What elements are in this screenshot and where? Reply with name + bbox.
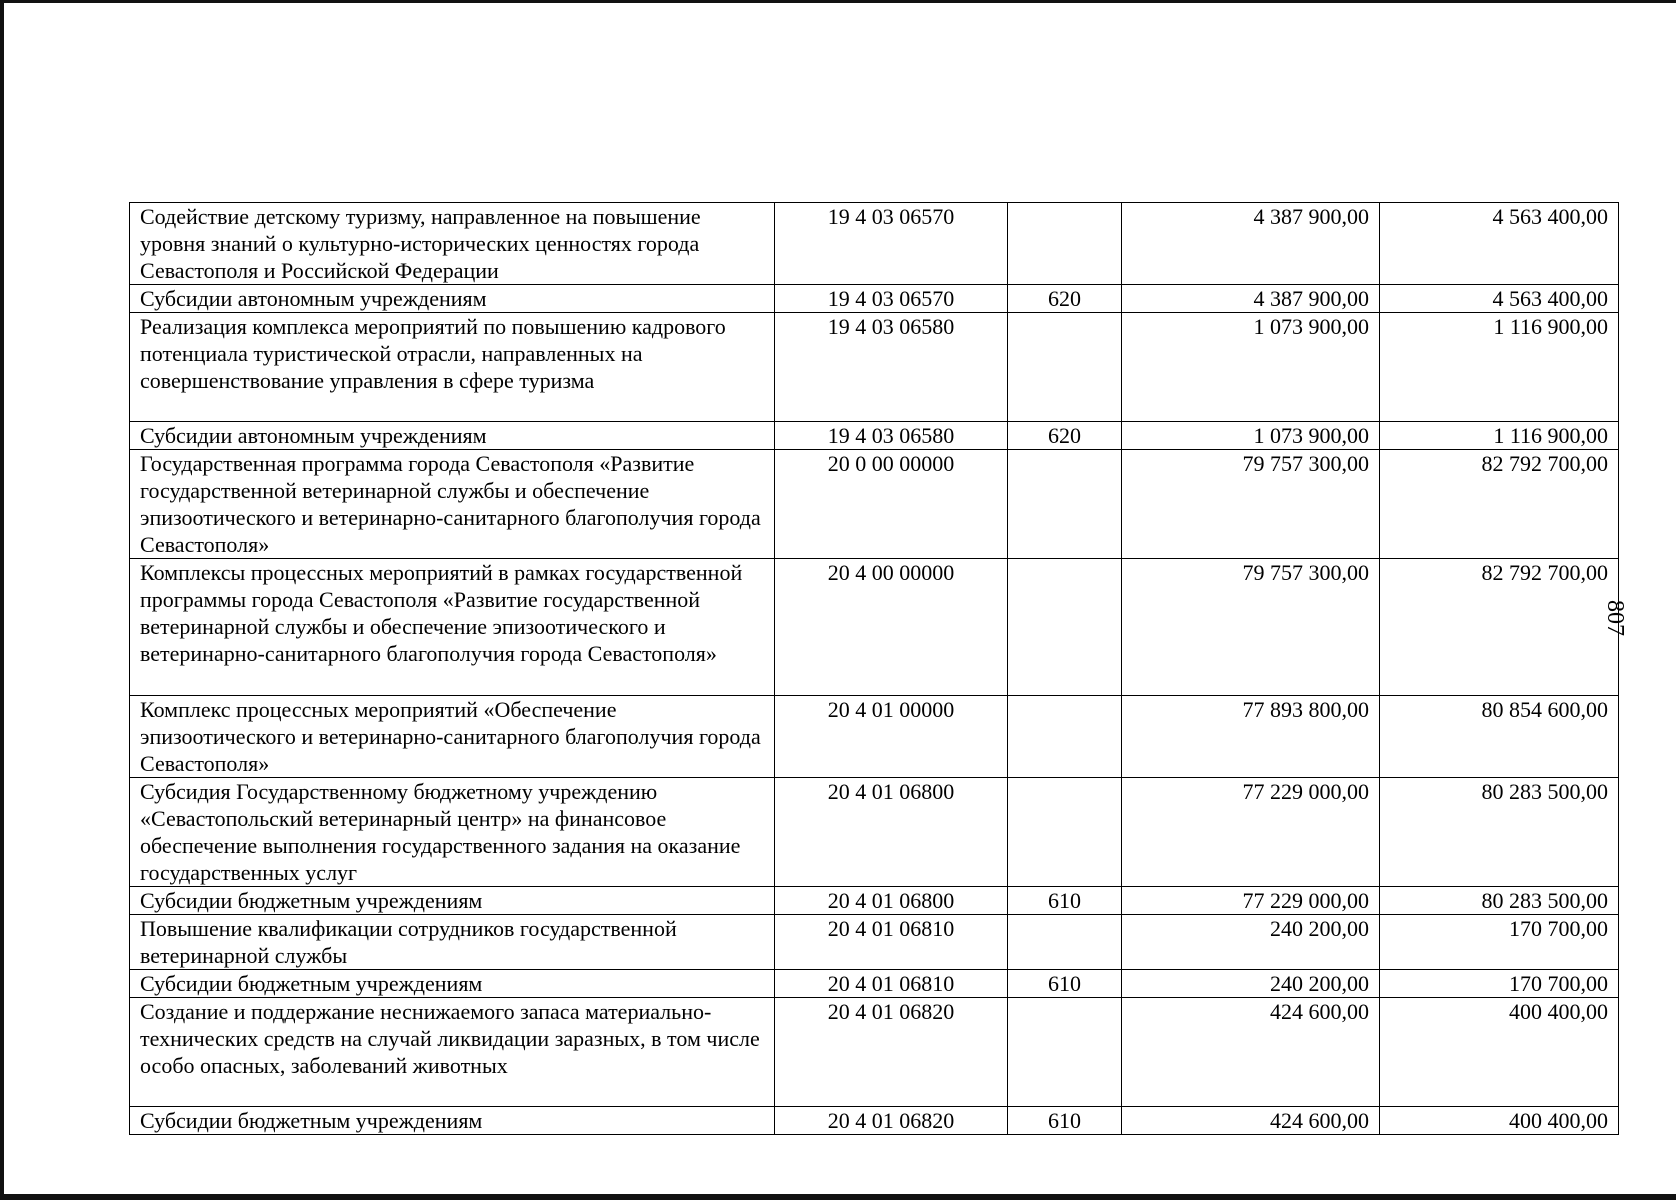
row-code: 20 4 01 06820 — [775, 1107, 1008, 1135]
row-sum-2: 4 563 400,00 — [1380, 285, 1619, 313]
row-sum-2: 400 400,00 — [1380, 1107, 1619, 1135]
row-code: 20 4 01 06800 — [775, 887, 1008, 915]
row-expense-type — [1008, 313, 1122, 422]
row-code: 19 4 03 06580 — [775, 422, 1008, 450]
row-sum-1: 77 229 000,00 — [1122, 778, 1380, 887]
row-sum-1: 424 600,00 — [1122, 998, 1380, 1107]
table-row — [130, 559, 1619, 696]
row-name: Субсидии бюджетным учреждениям — [130, 970, 775, 998]
row-sum-2: 1 116 900,00 — [1380, 422, 1619, 450]
row-sum-2: 170 700,00 — [1380, 915, 1619, 970]
row-code: 20 0 00 00000 — [775, 450, 1008, 559]
row-name: Содействие детскому туризму, направленное на повышение уровня знаний о культурно-исторических ценностях города Севастополя и Российской Федерации — [130, 203, 775, 285]
row-name: Субсидии автономным учреждениям — [130, 285, 775, 313]
row-name: Субсидии автономным учреждениям — [130, 422, 775, 450]
table-row — [130, 1107, 1619, 1135]
row-expense-type: 620 — [1008, 422, 1122, 450]
row-expense-type: 610 — [1008, 1107, 1122, 1135]
row-sum-1: 1 073 900,00 — [1122, 422, 1380, 450]
scan-bottom-border — [0, 1194, 1676, 1200]
scan-left-border — [0, 0, 4, 1200]
row-expense-type — [1008, 559, 1122, 696]
table-row — [130, 313, 1619, 422]
row-expense-type — [1008, 778, 1122, 887]
row-code: 20 4 01 06800 — [775, 778, 1008, 887]
row-expense-type — [1008, 915, 1122, 970]
row-name: Государственная программа города Севастополя «Развитие государственной ветеринарной службы и обеспечение эпизоотического и ветеринарно-санитарного благополучия города Севастополя» — [130, 450, 775, 559]
row-sum-2: 1 116 900,00 — [1380, 313, 1619, 422]
row-sum-1: 79 757 300,00 — [1122, 450, 1380, 559]
budget-table-body — [130, 203, 1619, 1135]
row-sum-2: 4 563 400,00 — [1380, 203, 1619, 285]
row-name: Субсидии бюджетным учреждениям — [130, 887, 775, 915]
table-row — [130, 778, 1619, 887]
table-row — [130, 998, 1619, 1107]
row-code: 19 4 03 06570 — [775, 285, 1008, 313]
row-sum-2: 82 792 700,00 — [1380, 559, 1619, 696]
row-sum-2: 80 283 500,00 — [1380, 887, 1619, 915]
table-row — [130, 285, 1619, 313]
row-name: Повышение квалификации сотрудников государственной ветеринарной службы — [130, 915, 775, 970]
row-code: 19 4 03 06580 — [775, 313, 1008, 422]
page-number: 807 — [1602, 600, 1628, 636]
row-code: 20 4 01 00000 — [775, 696, 1008, 778]
row-code: 20 4 01 06820 — [775, 998, 1008, 1107]
row-expense-type — [1008, 998, 1122, 1107]
row-expense-type: 610 — [1008, 887, 1122, 915]
row-sum-1: 77 893 800,00 — [1122, 696, 1380, 778]
row-code: 20 4 01 06810 — [775, 970, 1008, 998]
budget-table — [129, 202, 1619, 1135]
row-code: 20 4 01 06810 — [775, 915, 1008, 970]
row-sum-2: 80 283 500,00 — [1380, 778, 1619, 887]
row-sum-1: 4 387 900,00 — [1122, 203, 1380, 285]
row-sum-1: 77 229 000,00 — [1122, 887, 1380, 915]
table-row — [130, 970, 1619, 998]
row-sum-1: 1 073 900,00 — [1122, 313, 1380, 422]
row-name: Комплексы процессных мероприятий в рамках государственной программы города Севастополя «Развитие государственной ветеринарной службы и обеспечение эпизоотического и ветеринарно-санитарного благополучия города Севастополя» — [130, 559, 775, 696]
row-expense-type — [1008, 696, 1122, 778]
row-sum-1: 424 600,00 — [1122, 1107, 1380, 1135]
row-name: Реализация комплекса мероприятий по повышению кадрового потенциала туристической отрасли, направленных на совершенствование управления в сфере туризма — [130, 313, 775, 422]
row-name: Субсидия Государственному бюджетному учреждению «Севастопольский ветеринарный центр» на финансовое обеспечение выполнения государственного задания на оказание государственных услуг — [130, 778, 775, 887]
row-sum-1: 79 757 300,00 — [1122, 559, 1380, 696]
table-row — [130, 915, 1619, 970]
row-sum-2: 400 400,00 — [1380, 998, 1619, 1107]
row-expense-type: 610 — [1008, 970, 1122, 998]
table-row — [130, 203, 1619, 285]
table-row — [130, 450, 1619, 559]
table-row — [130, 696, 1619, 778]
row-sum-1: 240 200,00 — [1122, 915, 1380, 970]
row-code: 20 4 00 00000 — [775, 559, 1008, 696]
row-expense-type — [1008, 450, 1122, 559]
row-sum-2: 82 792 700,00 — [1380, 450, 1619, 559]
row-name: Комплекс процессных мероприятий «Обеспечение эпизоотического и ветеринарно-санитарного благополучия города Севастополя» — [130, 696, 775, 778]
row-name: Субсидии бюджетным учреждениям — [130, 1107, 775, 1135]
row-sum-1: 4 387 900,00 — [1122, 285, 1380, 313]
table-row — [130, 422, 1619, 450]
row-name: Создание и поддержание неснижаемого запаса материально-технических средств на случай ликвидации заразных, в том числе особо опасных, заболеваний животных — [130, 998, 775, 1107]
scan-top-border — [0, 0, 1676, 3]
row-sum-1: 240 200,00 — [1122, 970, 1380, 998]
table-row — [130, 887, 1619, 915]
row-sum-2: 80 854 600,00 — [1380, 696, 1619, 778]
row-expense-type: 620 — [1008, 285, 1122, 313]
row-expense-type — [1008, 203, 1122, 285]
row-code: 19 4 03 06570 — [775, 203, 1008, 285]
row-sum-2: 170 700,00 — [1380, 970, 1619, 998]
